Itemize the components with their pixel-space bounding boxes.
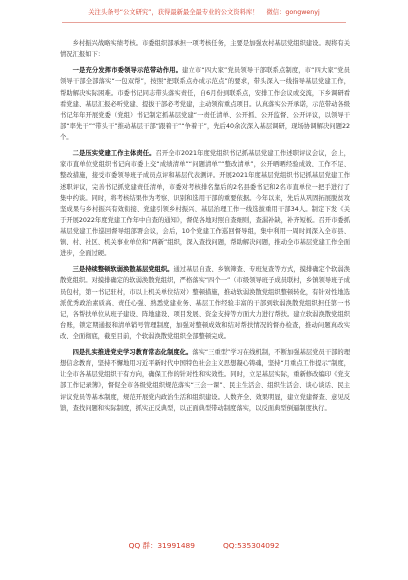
section-1-heading: 一是充分发挥市委领导示范带动作用。 — [72, 67, 183, 75]
paragraph-section-3: 三是持续整顿软弱涣散基层党组织。通过基层自查、乡镇筛查、专班复查等方式，摸排确定个软弱涣散党组织。对摸排确定的软弱涣散党组织，严格落实“四个一”（市级领导班子成员联村，乡镇领导班子成员包村，第一书记驻村，市以上机关单位结对）整顿措施，推动软弱涣散党组织整顿转化，有针对性地选派优秀政治素质高、责任心强、熟悉党建业务、基层工作经验丰富的干部到软弱涣散党组织担任第一书记，各帮扶单位从班子建设、阵地建设、项目发展、资金支持等方面大力进行帮扶。建立软弱涣散党组织台账，锁定期通报和清单销号管理制度，加强对整顿成效和结对帮扶情况的督办检查，推动问题真改实改、全面彻底，截至目前，个软弱涣散党组织全部整顿完成。 — [60, 266, 351, 340]
section-2-heading: 二是压实党建工作主体责任。 — [72, 150, 156, 158]
section-4-heading: 四是扎实推进党史学习教育常态化制度化。 — [72, 349, 193, 357]
document-body — [60, 38, 350, 419]
paragraph-section-2: 二是压实党建工作主体责任。召开全市2021年度党组织书记抓基层党建工作述职评议会议，会上，家市直单位党组织书记向市委上交“成绩清单”“问题清单”“整改清单”，公开晒晒经验成效、工作不足、整改措施，接受市委领导班子成员点评和基层代表测评。开展2021年度基层党组织书记抓基层党建工作述职评议，完善书记抓党建责任清单，市委对考核排名靠后的2名县委书记和2名市直单位一把手进行了集中约谈。同时，将考核结果作为考察、识别和选用干部的重要依据。今年以来，先后从巩固拓展脱贫攻坚成果与乡村振兴有效衔接、党建引领乡村振兴、基层治理工作一线选拔重用干部34人。制定下发《关于开展2022年度党建工作年中自查的通知》，督促各地对照自查细则，查漏补缺，补齐短板。召开市委抓基层党建工作巡回督导组部署会议，会后，10个党建工作巡回督导组，集中利用一周时间深入全市县、镇、村、社区、机关事业单位和“两新”组织，深入查找问题，帮助解决问题，推动全市基层党建工作全面进步，全面过硬。 — [60, 150, 350, 258]
footer-qq-group-2: QQ:535304092 — [222, 541, 280, 550]
footer-qq-group-1: QQ 群：31991489 — [128, 541, 195, 550]
section-3-heading: 三是持续整顿软弱涣散基层党组织。 — [72, 266, 174, 274]
footer-contact — [0, 540, 408, 552]
header-follow-text: 关注头条号“公文研究”，获得最新最全最专业的公文资料库！ — [88, 9, 259, 16]
header-wechat-text: 微信：gongwenyj — [266, 9, 320, 16]
paragraph-intro: 乡村振兴战略实绩考核。市委组织部承担一项考核任务，主要是加强农村基层党组织建设。现将有关情况汇报如下： — [60, 40, 350, 59]
paragraph-section-1: 一是充分发挥市委领导示范带动作用。建立市“四大家”党员领导干部联系点制度，市“四大家”党员领导干部全部落实“一包双帮”，按照“把联系点办成示范点”的要求，带头深入一线指导基层党建工作，帮助解决实际困难。市委书记同志带头落实责任，自6月份到联系点，安排工作会议或交流，下乡调研看看党建、基层汇报必听党建、提拔干部必考党建，主动领衔重点项目。认真落实公开承诺，示范带动各级书记年年开展党委（党组）书记制定抓基层党建“一责任清单、公开抓、公开监督、公开评议，以领导干部“率先干”“带头干”推动基层干部“跟着干”“争着干”，先后40余次深入基层调研，现场协调解决问题22个。 — [60, 67, 350, 141]
header-divider — [62, 22, 346, 23]
header-banner — [0, 8, 408, 18]
paragraph-section-4: 四是扎实推进党史学习教育常态化制度化。落实“三重型”学习在线机制，不断加强基层党员干部的理想信念教育，坚持不懈地用习近平新时代中国特色社会主义思想凝心铸魂，坚持“月重点工作提示”制度，让全市各基层党组织干有方向，确保工作的针对性和实效性。同时，立足基层实际，重新修改编印《党支部工作记录簿》，督促全市各级党组织规范落实“三会一课”、民主生活会、组织生活会、谈心谈话、民主评议党员等基本制度，规范开展党内政治生活和组织建设。人数齐全、效果明显，建立党建督查、意见反馈，查找问题和实际制度，抓实正反典型，以正面典型带动制度落实，以反面典型倒逼制度执行。 — [60, 349, 351, 412]
